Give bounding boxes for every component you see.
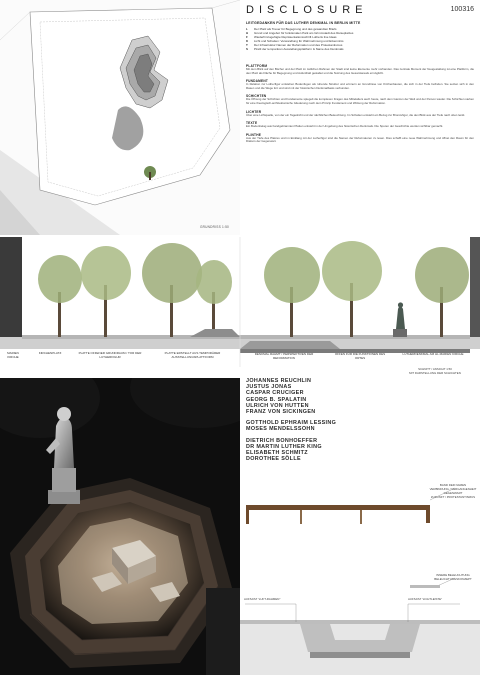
section-fundament	[246, 79, 474, 90]
label-right: AUFSATZ "LICHTLEISTE"	[408, 597, 443, 601]
detail-drawings	[240, 470, 480, 675]
site-plan-drawing	[0, 0, 240, 235]
caption-right-a: DENKMAL RAHMT / PERSPEKTIVEN DER REFORMATION	[254, 352, 314, 360]
tree-icon	[142, 243, 202, 337]
page-title: DISCLOSURE	[246, 4, 368, 16]
section-plattform	[246, 64, 474, 75]
section-body: In Relation zur Lutherfigur entstehen Bodenfugen als ruhende Struktur und erinnern an Grundrisse von Kirchenbauten, die sich in der Tiefe befinden. Sie setzen sich in den Rasen und die Wege fort und sind mit der historischen Denkmalbasis verbunden.	[246, 82, 474, 90]
section-heading: TEXTE	[246, 121, 258, 126]
section-heading: PLATTFORM	[246, 64, 268, 68]
section-elevations	[0, 237, 480, 367]
legend-item: T Der Infrastruktur Namen der Reformation und des Protestantismus	[246, 43, 343, 47]
section-texte	[246, 121, 474, 129]
night-render	[0, 378, 240, 675]
section-scale-note-2: MIT DARSTELLUNG DER SCHICHTEN	[409, 371, 461, 375]
caption-left-d: PLATTE ERSTELLT AUS TEMPORÄRER AUSSTELLUNGSPLATTFORM	[164, 351, 221, 359]
band-note-4: ZUKUNFT / PROTESTANTISMUS	[430, 495, 476, 499]
legend-item: K Licht und Schatten: Verwandlung für Wahrnehmung und Erkenntnis	[246, 39, 344, 43]
night-render-image	[0, 378, 240, 675]
legend-item: H Grund und Angebot für funktionalen Park am Grimmstadt des Reiseplatzes	[246, 31, 354, 35]
legend	[246, 27, 396, 51]
tree-icon	[81, 246, 131, 337]
name-entry: JOHANNES REUCHLIN	[246, 378, 312, 384]
name-entry: FRANZ VON SICKINGEN	[246, 409, 316, 416]
section-heading: SCHICHTEN	[246, 94, 267, 99]
name-entry: DOROTHEE SÖLLE	[246, 456, 301, 463]
caption-right-b: OFFEN FÜR DIE FUNKTIONEN DES ORTES	[334, 352, 386, 360]
caption-left-c: PLATTE OFFENER GRUNDRAUM / TOR DER LUTHERFIGUR	[78, 351, 142, 359]
names-group-enlightenment	[246, 420, 376, 432]
site-plan-caption: GRUNDRISS 1:50	[200, 225, 230, 229]
section-lichter	[246, 110, 474, 118]
tree-icon	[322, 241, 382, 337]
light-note-2: BELEUCHTUNGSKONZEPT	[434, 577, 472, 581]
section-body: Über eine Lichtquelle, von der ein Tageslicht und der nächtlichen Beleuchtung. Im Schatten entsteht ein Bezug zur Bronzefigur, die den Blick aus der Tiefe nach oben lenkt.	[246, 112, 466, 117]
names-group-modern	[246, 438, 376, 463]
caption-left-a: MARIEN KIRCHE	[7, 351, 19, 359]
section-plinthe	[246, 133, 474, 144]
caption-left-b: KIRCHENPLATZ	[38, 351, 62, 355]
light-note-1: INNERE BELEUCHTUNG	[436, 573, 470, 577]
tree-icon	[415, 247, 469, 337]
band-note-3: GEGENWART	[443, 491, 463, 495]
tree-icon	[38, 255, 82, 337]
section-body: Die Öffnung der Schichten und Fundamente spiegelt die komplexen Fragen des Mittelalters auch heute, nach dem Ganzen der Welt und der Person wieder. Die Schichten stehen für eine theologisch-architektonische Gliederung nach dem Prinzip Fundament und Wirkung der Reformation.	[246, 97, 474, 105]
site-plan	[0, 0, 240, 235]
section-body: Aus der Tiefe des Platzes und im Einklang mit der Lutherfigur sind die Namen der Reformatoren zu lesen. Dies schafft eine neue Wahrnehmung und öffnet den Raum für den Diskurs der Gegenwart.	[246, 135, 474, 144]
names-list	[246, 378, 376, 467]
name-entry: CASPAR CRUCIGER	[246, 390, 304, 397]
section-body: Mit dem Blick auf den Bücher und der Platz im östlichen Rahmen der Stadt sind keine Elemente mehr vorhanden. Das zentrale Moment der Neugestaltung ist eine Plattform, die den Platz als Fläche für Begegnung und Aufenthalt gestaltet und die Nutzung des Gesamtareals ermöglicht.	[246, 67, 474, 75]
legend-item: F Wiederhinzugefügte Repräsentationsschrift Lutheris line Ideas	[246, 35, 337, 39]
caption-right-c: LUTHERDENKMAL AM HL.MARIEN KIRCHE	[402, 352, 464, 356]
section-schichten	[246, 94, 474, 105]
legend-item: S Pirelli der temporären Ausstellungsplattform & Name des Denkmals	[246, 47, 344, 51]
section-heading: FUNDAMENT	[246, 79, 268, 84]
name-entry: GEORG B. SPALATIN	[246, 396, 307, 403]
tree-icon	[264, 247, 320, 337]
name-entry: MOSES MENDELSSOHN	[246, 426, 315, 433]
section-scale-note: SCHNITT / ANSICHT 1:50	[418, 367, 452, 371]
legend-item: L Der Platz als Treuer für Begegnung und des gewandten Briefs	[246, 27, 337, 31]
name-entry: DR MARTIN LUTHER KING	[246, 443, 322, 450]
name-band	[246, 505, 426, 510]
name-entry: JUSTUS JONAS	[246, 384, 292, 391]
band-note-2: VERBINDUNG / VERGANGENHEIT	[429, 487, 477, 491]
text-sections	[246, 64, 474, 148]
label-left: AUFSATZ "LUFT-RAHMEN"	[244, 597, 281, 601]
section-heading: PLINTHE	[246, 132, 262, 137]
name-entry: GOTTHOLD EPHRAIM LESSING	[246, 420, 337, 427]
subtitle: LEITGEDANKEN FÜR DAS LUTHER DENKMAL IN BERLIN MITTE	[246, 21, 361, 25]
name-entry: ELISABETH SCHMITZ	[246, 450, 308, 457]
section-heading: LICHTER	[246, 109, 262, 114]
names-group-reformers	[246, 378, 376, 415]
band-note-1: BAND DER NAMEN	[439, 483, 467, 487]
name-entry: DIETRICH BONHOEFFER	[246, 437, 318, 444]
tree-icon	[196, 260, 232, 337]
section-drawing	[0, 237, 480, 367]
text-column	[246, 4, 476, 232]
name-entry: ULRICH VON HUTTEN	[246, 402, 309, 409]
statue-icon	[393, 302, 407, 337]
project-number: 100316	[450, 6, 474, 13]
section-body: Ein Bodenbelag aus handgebrannten Platten entsteht in der Umgebung des historischen Denkmals. Die Spuren der Geschichte werden sichtbar gemacht.	[246, 124, 444, 129]
